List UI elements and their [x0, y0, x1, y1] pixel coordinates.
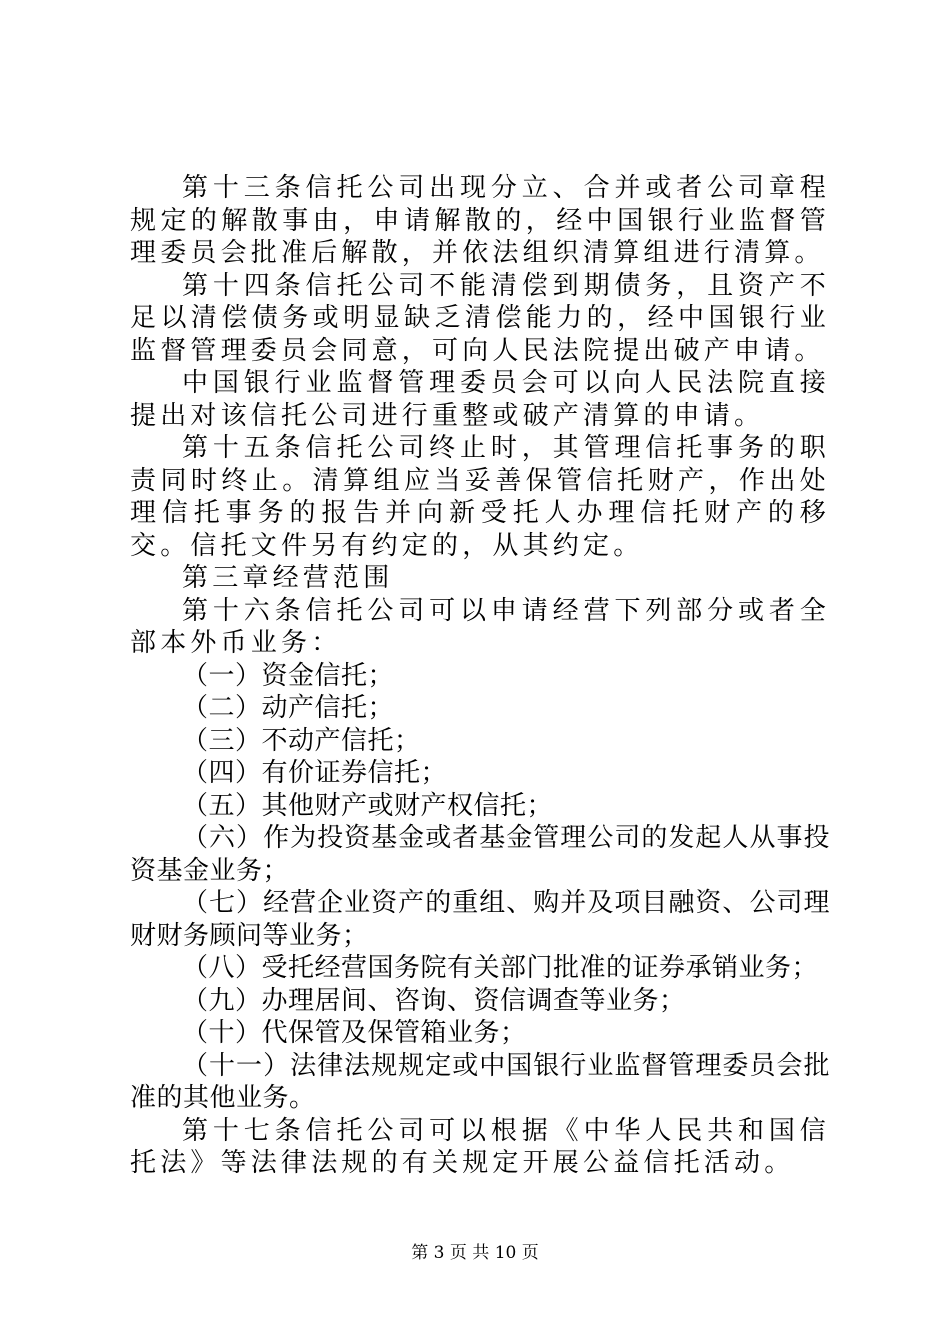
list-item-8: （八）受托经营国务院有关部门批准的证券承销业务；: [182, 953, 819, 983]
document-body: [130, 172, 830, 1180]
paragraph-regulator-application: 中国银行业监督管理委员会可以向人民法院直接提出对该信托公司进行重整或破产清算的申请。: [130, 368, 830, 431]
list-item-10: （十）代保管及保管箱业务；: [182, 1018, 527, 1048]
page-number-footer: 第 3 页 共 10 页: [411, 1243, 539, 1263]
list-item-4: （四）有价证券信托；: [182, 758, 448, 788]
list-item-3: （三）不动产信托；: [182, 725, 421, 756]
paragraph-article-16: 第十六条信托公司可以申请经营下列部分或者全部本外币业务：: [130, 595, 830, 658]
paragraph-article-14: 第十四条信托公司不能清偿到期债务，且资产不足以清偿债务或明显缺乏清偿能力的，经中国银行业监督管理委员会同意，可向人民法院提出破产申请。: [130, 270, 830, 366]
chapter-heading: 第三章经营范围: [182, 563, 394, 593]
list-item-6: （六）作为投资基金或者基金管理公司的发起人从事投资基金业务；: [130, 823, 830, 886]
list-item-5: （五）其他财产或财产权信托；: [182, 790, 554, 821]
list-item-11: （十一）法律法规规定或中国银行业监督管理委员会批准的其他业务。: [130, 1050, 830, 1113]
paragraph-article-15: 第十五条信托公司终止时，其管理信托事务的职责同时终止。清算组应当妥善保管信托财产，作出处理信托事务的报告并向新受托人办理信托财产的移交。信托文件另有约定的，从其约定。: [130, 433, 830, 561]
list-item-7: （七）经营企业资产的重组、购并及项目融资、公司理财财务顾问等业务；: [130, 888, 830, 951]
paragraph-article-17: 第十七条信托公司可以根据《中华人民共和国信托法》等法律法规的有关规定开展公益信托活动。: [130, 1115, 830, 1178]
list-item-2: （二）动产信托；: [182, 693, 395, 723]
list-item-9: （九）办理居间、咨询、资信调查等业务；: [182, 985, 686, 1016]
list-item-1: （一）资金信托；: [182, 660, 395, 691]
paragraph-article-13: 第十三条信托公司出现分立、合并或者公司章程规定的解散事由，申请解散的，经中国银行业监督管理委员会批准后解散，并依法组织清算组进行清算。: [130, 173, 830, 268]
